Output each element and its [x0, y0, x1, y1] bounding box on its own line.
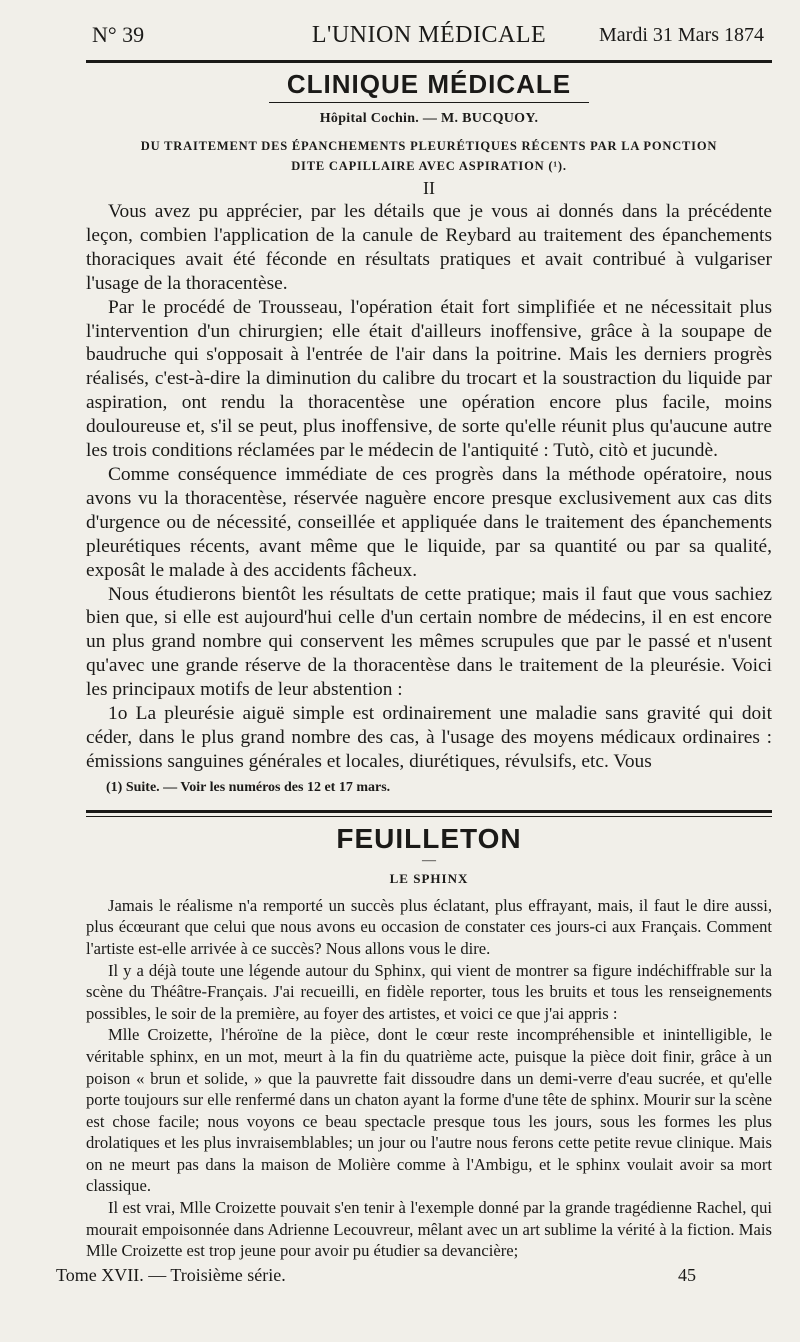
issue-number: N° 39 [92, 22, 145, 47]
header-rule [86, 60, 772, 63]
article-body [86, 200, 772, 774]
page-header [86, 14, 772, 56]
feuilleton-paragraph: Mlle Croizette, l'héroïne de la pièce, dont le cœur reste incompréhensible et inintelligible, le véritable sphinx, en un mot, meurt à la fin du quatrième acte, puisque la pièce doit finir, grâce à un poison « brun et solide, » que la pauvrette fait dissoudre dans un demi-verre d'eau sucrée, et qu'elle porte toujours sur elle renfermé dans un chaton ayant la forme d'une tête de sphinx. Mourir sur la scène est chose facile; nous voyons ce beau spectacle presque tous les jours, sous les formes les plus drolatiques et les plus invraisemblables; un jour ou l'autre nous ferons cette petite revue clinique. Mais on ne meurt pas dans la maison de Molière comme à l'Ambigu, et le sphinx voulait avoir sa mort classique. [86, 1025, 772, 1196]
feuilleton-subtitle: LE SPHINX [389, 870, 469, 886]
article-paragraph: 1o La pleurésie aiguë simple est ordinairement une maladie sans gravité qui doit céder, dans le plus grand nombre des cas, à l'usage des moyens médicaux ordinaires : émissions sanguines générales et locales, diurétiques, révulsifs, etc. Vous [86, 703, 772, 772]
article-paragraph: Par le procédé de Trousseau, l'opération était fort simplifiée et ne nécessitait plus l'intervention d'un chirurgien; elle était d'ailleurs inoffensive, grâce à la soupape de baudruche qui s'opposait à l'entrée de l'air dans la poitrine. Mais les derniers progrès réalisés, c'est-à-dire la diminution du calibre du trocart et la soustraction du liquide par aspiration, ont rendu la thoracentèse une opération encore plus facile, moins douloureuse et, s'il se peut, plus inoffensive, de sorte qu'elle réunit plus qu'aucune autre les trois conditions réclamées par le médecin de l'antiquité : Tutò, citò et jucundè. [86, 296, 772, 462]
feuilleton-title: FEUILLETON [336, 822, 522, 854]
section-divider [86, 810, 772, 813]
page-number: 45 [678, 1265, 696, 1285]
section-divider-thin [86, 816, 772, 817]
feuilleton-paragraph: Il y a déjà toute une légende autour du Sphinx, qui vient de montrer sa figure indéchiffrable sur la scène du Théâtre-Français. J'ai recueilli, en fidèle reporter, tous les bruits et tous les renseignements possibles, le soir de la première, au foyer des artistes, et voici ce que j'ai appris : [86, 960, 772, 1023]
footnote: (1) Suite. — Voir les numéros des 12 et 17 mars. [106, 779, 391, 795]
feuilleton-paragraph: Il est vrai, Mlle Croizette pouvait s'en tenir à l'exemple donné par la grande tragédienne Rachel, qui mourait empoisonnée dans Adrienne Lecouvreur, mêlant avec un art sublime la vérité à la fiction. Mais Mlle Croizette est trop jeune pour avoir pu étudier sa devancière; [86, 1198, 772, 1261]
feuilleton-paragraph: Jamais le réalisme n'a remporté un succès plus éclatant, plus effrayant, mais, il faut le dire aussi, plus écœurant que celui que nous avons eu occasion de constater ces jours-ci aux Français. Comment l'artiste est-elle arrivée à ce succès? Nous allons vous le dire. [86, 895, 772, 958]
newspaper-page [86, 14, 772, 1262]
part-number: II [423, 178, 435, 198]
feuilleton-dash: — [422, 852, 436, 868]
article-subtitle-line-1: DU TRAITEMENT DES ÉPANCHEMENTS PLEURÉTIQUES RÉCENTS PAR LA PONCTION [140, 139, 718, 153]
article-paragraph: Vous avez pu apprécier, par les détails que je vous ai donnés dans la précédente leçon, combien l'application de la canule de Reybard au traitement des épanchements thoraciques avait été féconde en résultats pratiques et avait contribué à vulgariser l'usage de la thoracentèse. [86, 201, 772, 294]
article-subtitle-line-2: DITE CAPILLAIRE AVEC ASPIRATION (¹). [291, 159, 567, 173]
hospital-byline: Hôpital Cochin. — M. BUCQUOY. [319, 111, 539, 126]
volume-info: Tome XVII. — Troisième série. [56, 1265, 286, 1285]
feuilleton-body [86, 895, 772, 1262]
section-title-rule [269, 102, 589, 103]
article-subtitle [86, 136, 772, 176]
issue-date: Mardi 31 Mars 1874 [599, 24, 764, 46]
journal-title: L'UNION MÉDICALE [311, 22, 547, 48]
article-paragraph: Comme conséquence immédiate de ces progrès dans la méthode opératoire, nous avons vu la thoracentèse, réservée naguère encore presque exclusivement aux cas dits d'urgence ou de nécessité, conseillée et appliquée dans le traitement des épanchements pleurétiques récents, avant même que le liquide, par sa quantité ou par sa qualité, exposât le malade à des accidents fâcheux. [86, 463, 772, 581]
section-title: CLINIQUE MÉDICALE [286, 69, 572, 99]
article-paragraph: Nous étudierons bientôt les résultats de cette pratique; mais il faut que vous sachiez bien que, si elle est aujourd'hui celle d'un certain nombre de médecins, il en est encore un plus grand nombre qui conservent les mêmes scrupules que par le passé et n'usent qu'avec une grande réserve de la thoracentèse dans le traitement de la pleurésie. Voici les principaux motifs de leur abstention : [86, 583, 772, 701]
